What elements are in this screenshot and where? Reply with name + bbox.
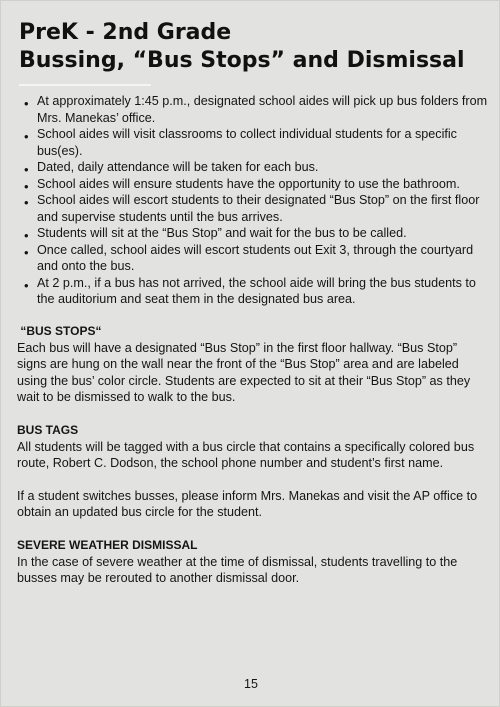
bullet-item: • Once called, school aides will escort students out Exit 3, through the courtyard and onto the bus. — [23, 242, 489, 275]
page-title-line-2: Bussing, “Bus Stops” and Dismissal — [19, 48, 465, 73]
page-title-line-1: PreK - 2nd Grade — [19, 20, 232, 45]
bullet-item: • At approximately 1:45 p.m., designated school aides will pick up bus folders from Mrs. Manekas’ office. — [23, 93, 489, 126]
bullet-item: • School aides will escort students to their designated “Bus Stop” on the first floor and supervise students until the bus arrives. — [23, 192, 489, 225]
page-number: 15 — [244, 677, 258, 691]
bullet-item: • Students will sit at the “Bus Stop” and wait for the bus to be called. — [23, 225, 489, 242]
bullet-item: • Dated, daily attendance will be taken for each bus. — [23, 159, 489, 176]
bus-tags-heading: BUS TAGS — [17, 423, 79, 437]
procedure-bullet-list — [23, 93, 489, 308]
bullet-item: • School aides will ensure students have the opportunity to use the bathroom. — [23, 176, 489, 193]
bus-tags-section — [17, 422, 487, 521]
severe-weather-heading: SEVERE WEATHER DISMISSAL — [17, 538, 198, 552]
bus-tags-paragraph: All students will be tagged with a bus circle that contains a specifically colored bus route, Robert C. Dodson, the school phone number and student’s first name. — [17, 439, 475, 470]
severe-weather-paragraph: In the case of severe weather at the time of dismissal, students travelling to the busses may be rerouted to another dismissal door. — [17, 554, 458, 585]
bus-stops-paragraph: Each bus will have a designated “Bus Stop” in the first floor hallway. “Bus Stop” signs are hung on the wall near the front of the “Bus Stop” area and are labeled using the bus’ color circle. Students are expected to sit at their “Bus Stop” as they wait to be dismissed to walk to the bus. — [17, 340, 471, 404]
severe-weather-section — [17, 537, 487, 587]
bus-stops-section — [17, 323, 487, 406]
bus-tags-switch-paragraph: If a student switches busses, please inform Mrs. Manekas and visit the AP office to obtain an updated bus circle for the student. — [17, 488, 478, 519]
bullet-item: • School aides will visit classrooms to collect individual students for a specific bus(es). — [23, 126, 489, 159]
bus-stops-heading: “BUS STOPS“ — [17, 324, 102, 338]
title-underline — [19, 84, 151, 86]
page-title — [19, 19, 465, 75]
bullet-item: • At 2 p.m., if a bus has not arrived, the school aide will bring the bus students to the auditorium and seat them in the designated bus area. — [23, 275, 489, 308]
